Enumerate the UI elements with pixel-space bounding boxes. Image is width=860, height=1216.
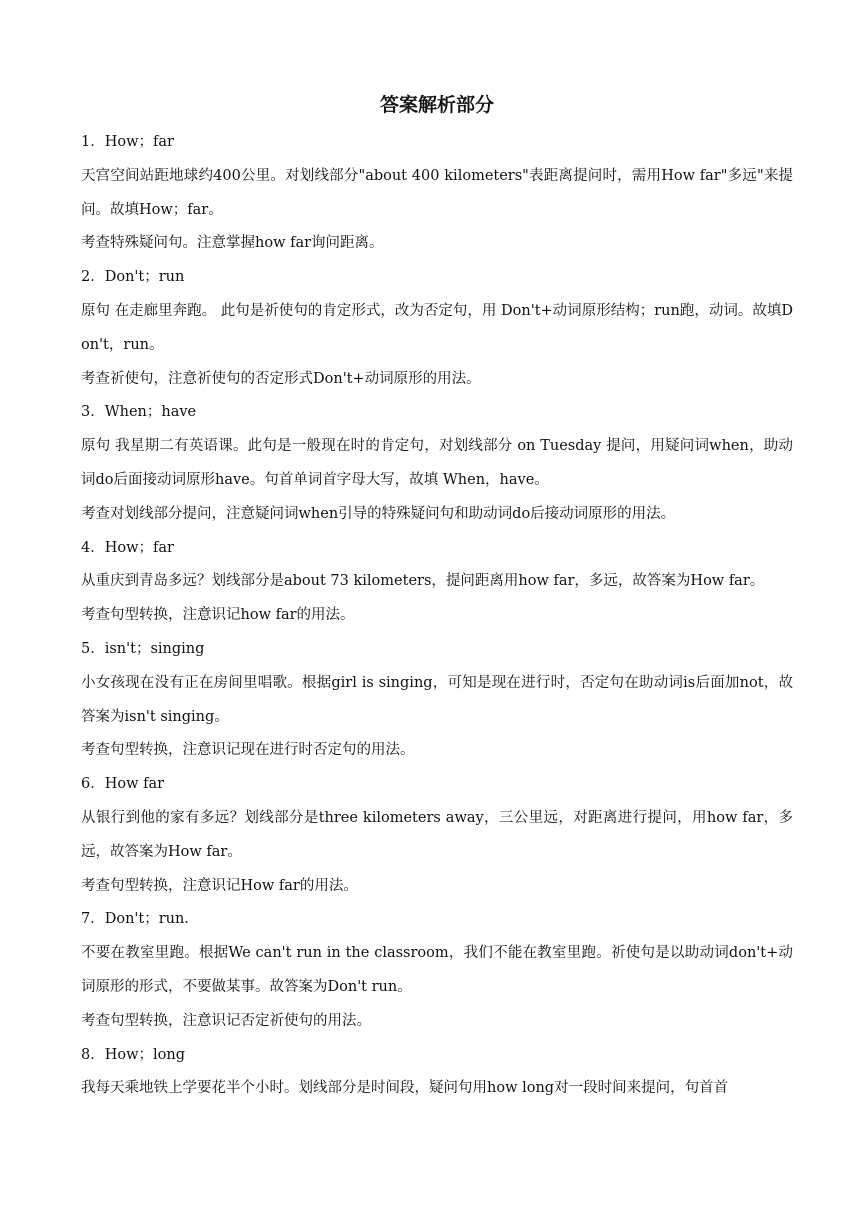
explanation-text: 原句 我星期二有英语课。此句是一般现在时的肯定句，对划线部分 on Tuesday 提问，用疑问词when，助动词do后面接动词原形have。句首单词首字母大写，故填 When，have。	[81, 438, 793, 488]
note-text: 考查句型转换，注意识记现在进行时否定句的用法。	[81, 742, 415, 759]
note-text: 考查对划线部分提问，注意疑问词when引导的特殊疑问句和助动词do后接动词原形的用法。	[81, 505, 676, 522]
answer-item-1	[81, 126, 793, 261]
answer-item-5	[81, 633, 793, 768]
answer-line: 2．Don't；run	[81, 269, 185, 286]
explanation-text: 不要在教室里跑。根据We can't run in the classroom，我们不能在教室里跑。祈使句是以助动词don't+动词原形的形式，不要做某事。故答案为Don't run。	[81, 945, 793, 995]
answer-item-8	[81, 1039, 793, 1107]
explanation-text: 原句 在走廊里奔跑。 此句是祈使句的肯定形式，改为否定句，用 Don't+动词原形结构；run跑，动词。故填Don't，run。	[81, 302, 793, 353]
answer-item-4	[81, 532, 793, 633]
answer-line: 5．isn't；singing	[81, 640, 205, 657]
answer-line: 6．How far	[81, 776, 165, 793]
explanation-text: 我每天乘地铁上学要花半个小时。划线部分是时间段，疑问句用how long对一段时间来提问，句首首	[81, 1080, 729, 1097]
answer-line: 3．When；have	[81, 404, 197, 421]
note-text: 考查句型转换，注意识记How far的用法。	[81, 877, 358, 894]
answer-item-2	[81, 261, 793, 396]
note-text: 考查特殊疑问句。注意掌握how far询问距离。	[81, 235, 384, 252]
answer-item-3	[81, 396, 793, 531]
answer-line: 1．How；far	[81, 134, 174, 150]
explanation-text: 小女孩现在没有正在房间里唱歌。根据girl is singing，可知是现在进行时，否定句在助动词is后面加not，故答案为isn't singing。	[81, 674, 793, 725]
answer-line: 4．How；far	[81, 539, 174, 556]
answer-line: 7．Don't；run．	[81, 911, 199, 928]
page-title: 答案解析部分	[379, 94, 494, 116]
note-text: 考查祈使句，注意祈使句的否定形式Don't+动词原形的用法。	[81, 370, 481, 387]
explanation-text: 从银行到他的家有多远？划线部分是three kilometers away，三公里远，对距离进行提问，用how far，多远，故答案为How far。	[81, 809, 793, 860]
note-text: 考查句型转换，注意识记否定祈使句的用法。	[81, 1012, 371, 1029]
answer-item-6	[81, 768, 793, 903]
answer-item-7	[81, 903, 793, 1038]
answer-document	[81, 88, 793, 1106]
note-text: 考查句型转换，注意识记how far的用法。	[81, 607, 355, 624]
answer-line: 8．How；long	[81, 1046, 185, 1063]
explanation-text: 天宫空间站距地球约400公里。对划线部分"about 400 kilometers"表距离提问时，需用How far"多远"来提问。故填How；far。	[81, 167, 793, 218]
explanation-text: 从重庆到青岛多远？划线部分是about 73 kilometers，提问距离用how far，多远，故答案为How far。	[81, 573, 765, 590]
